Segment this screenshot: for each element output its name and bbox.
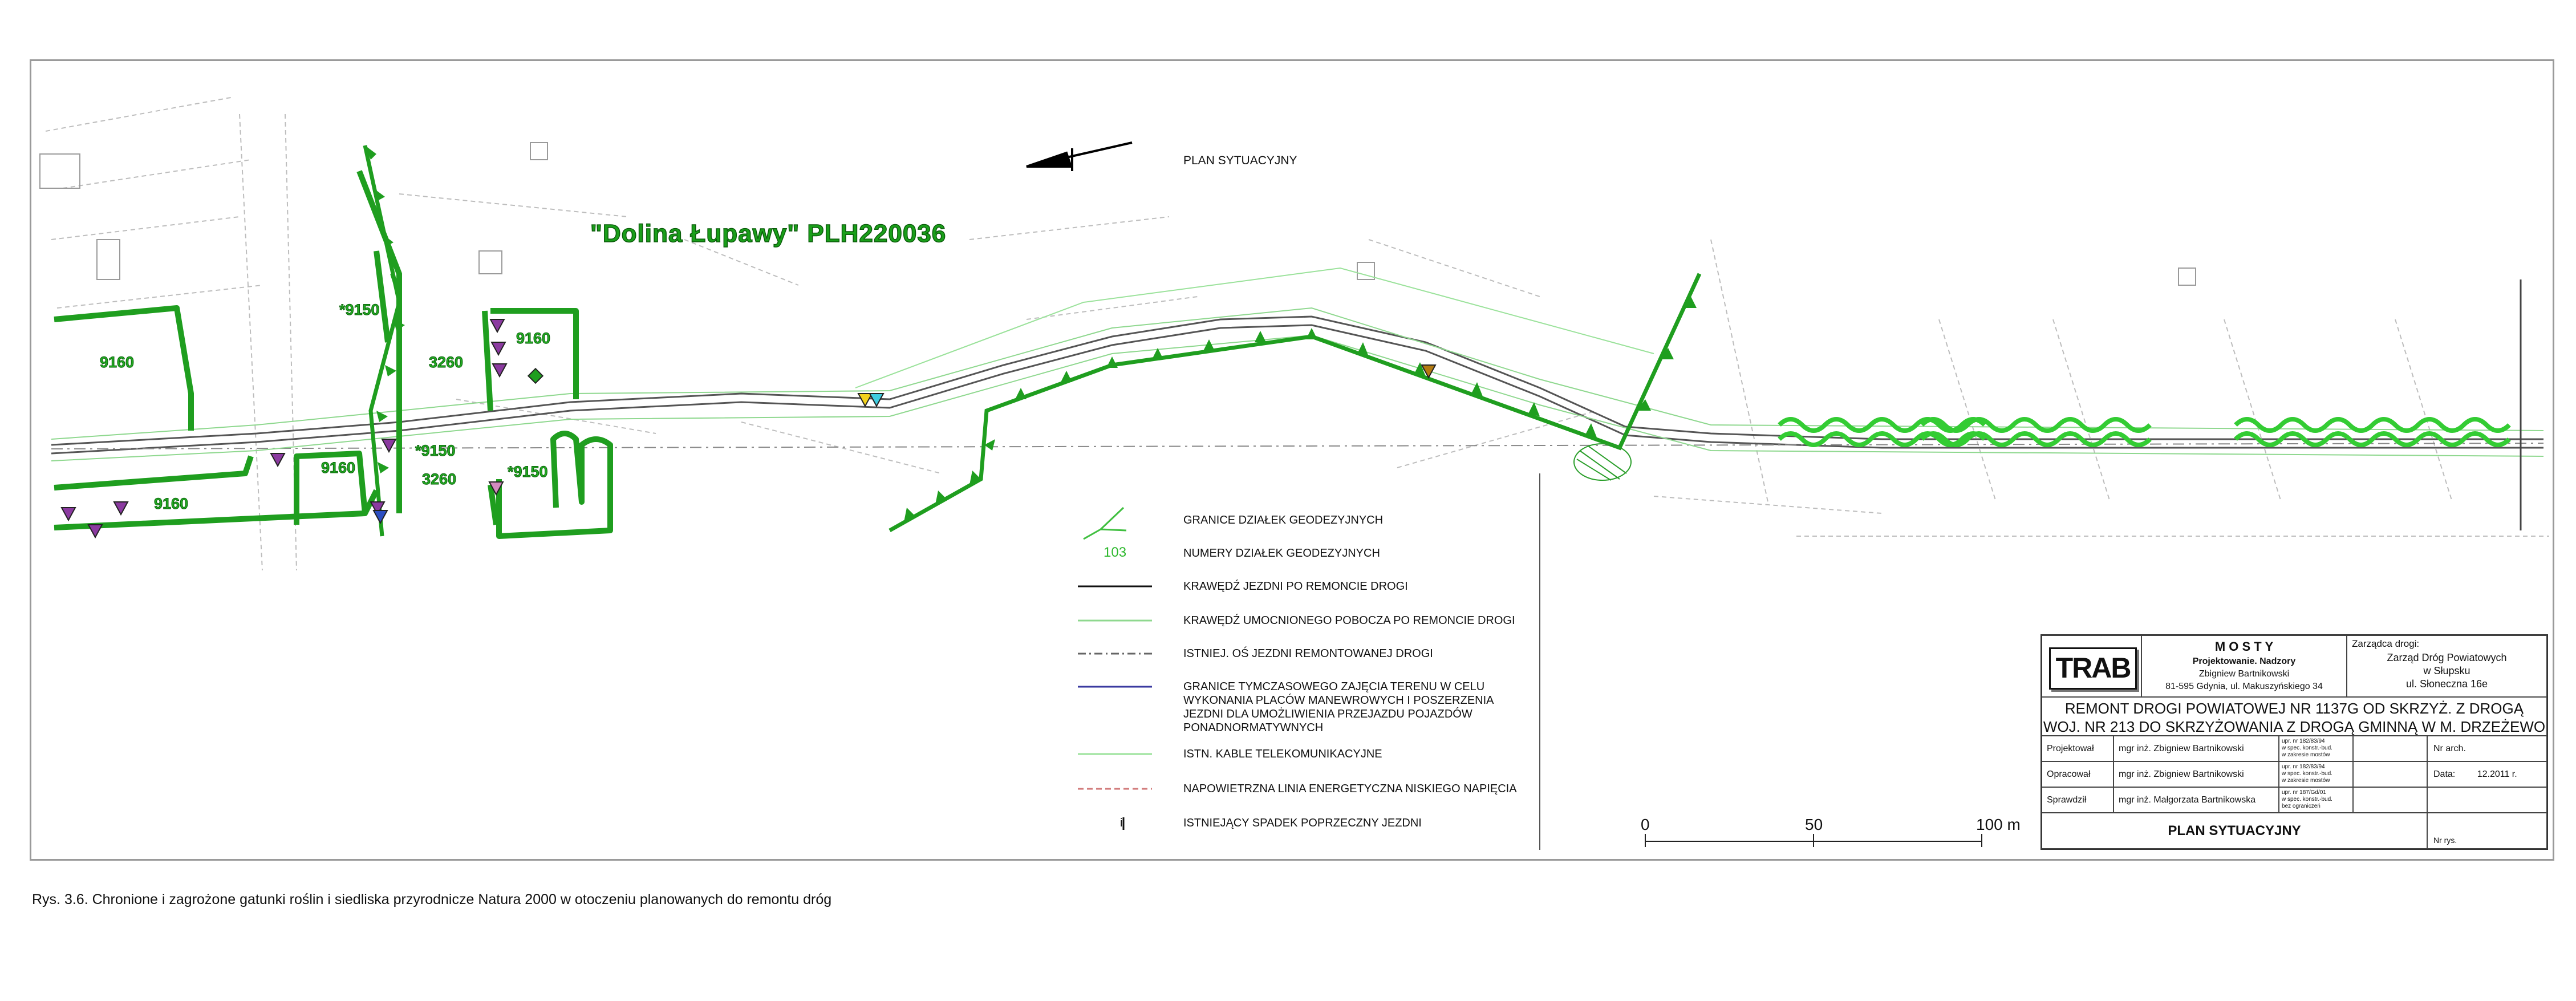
permit-spec: w spec. konstr.-bud. bbox=[2282, 745, 2332, 751]
firm-sub: Projektowanie. Nadzory bbox=[2192, 656, 2296, 666]
permit-spec: w spec. konstr.-bud. bbox=[2282, 796, 2332, 803]
permit-cell bbox=[2279, 787, 2353, 813]
scale-bar bbox=[1645, 834, 1982, 847]
scale-tick-50: 50 bbox=[1805, 816, 1823, 833]
drawing-title-cell bbox=[2042, 813, 2427, 849]
road-corridor bbox=[51, 268, 2543, 461]
role-cell bbox=[2042, 787, 2113, 813]
survey-background bbox=[46, 97, 2549, 570]
role-cell bbox=[2042, 736, 2113, 761]
habitat-code-label: *9150 bbox=[415, 442, 456, 459]
legend-label-cross-slope: ISTNIEJĄCY SPADEK POPRZECZNY JEZDNI bbox=[1183, 817, 1422, 829]
manager-label: Zarządca drogi: bbox=[2352, 638, 2420, 649]
firm-person: Zbigniew Bartnikowski bbox=[2198, 669, 2290, 679]
staff-name: mgr inż. Zbigniew Bartnikowski bbox=[2119, 769, 2244, 779]
project-title-line-1: REMONT DROGI POWIATOWEJ NR 1137G OD SKRZYŻ. Z DROGĄ bbox=[2064, 700, 2524, 717]
staff-name: mgr inż. Zbigniew Bartnikowski bbox=[2119, 744, 2244, 753]
manager-street: ul. Słoneczna 16e bbox=[2405, 678, 2488, 690]
permit-number: upr. nr 182/83/94 bbox=[2282, 738, 2325, 744]
date-cell bbox=[2427, 761, 2547, 787]
permit-scope: w zakresie mostów bbox=[2282, 777, 2330, 784]
firm-cell bbox=[2141, 635, 2347, 697]
role-label: Sprawdził bbox=[2047, 795, 2087, 805]
habitat-code-label: 9160 bbox=[321, 459, 356, 476]
name-cell bbox=[2113, 787, 2279, 813]
legend-label-power-line: NAPOWIETRZNA LINIA ENERGETYCZNA NISKIEGO NAPIĘCIA bbox=[1183, 783, 1517, 795]
date-label: Data: bbox=[2433, 769, 2456, 779]
nr-arch-label: Nr arch. bbox=[2433, 744, 2466, 753]
signature-cell bbox=[2353, 736, 2427, 761]
plan-heading: PLAN SYTUACYJNY bbox=[1183, 154, 1297, 167]
signature-cell bbox=[2353, 761, 2427, 787]
scale-tick-0: 0 bbox=[1641, 816, 1650, 833]
permit-scope: bez ograniczeń bbox=[2282, 803, 2321, 809]
natura-teeth bbox=[365, 145, 1697, 522]
permit-number: upr. nr 187/Gd/01 bbox=[2282, 789, 2326, 796]
wavy-habitat bbox=[1779, 419, 2509, 445]
nr-rys-label: Nr rys. bbox=[2433, 836, 2457, 845]
permit-spec: w spec. konstr.-bud. bbox=[2282, 771, 2332, 777]
natura-site-label: "Dolina Łupawy" PLH220036 bbox=[590, 220, 947, 248]
permit-cell bbox=[2279, 736, 2353, 761]
legend-parcel-number-sample: 103 bbox=[1104, 545, 1127, 560]
firm-name: M O S T Y bbox=[2214, 639, 2274, 654]
habitat-code-label: 9160 bbox=[154, 495, 189, 512]
legend-label-shoulder-edge: KRAWĘDŹ UMOCNIONEGO POBOCZA PO REMONCIE DROGI bbox=[1183, 614, 1515, 627]
trab-logo: TRAB bbox=[2049, 647, 2137, 690]
legend-label-telecom-cables: ISTN. KABLE TELEKOMUNIKACYJNE bbox=[1183, 748, 1382, 760]
habitat-code-label: 3260 bbox=[422, 471, 457, 488]
drawing-title: PLAN SYTUACYJNY bbox=[2168, 823, 2301, 838]
legend-label-parcel-numbers: NUMERY DZIAŁEK GEODEZYJNYCH bbox=[1183, 547, 1380, 560]
project-title-cell bbox=[2042, 697, 2547, 736]
blank-cell bbox=[2427, 787, 2547, 813]
permit-cell bbox=[2279, 761, 2353, 787]
role-cell bbox=[2042, 761, 2113, 787]
natura-boundary bbox=[365, 145, 1699, 536]
role-label: Projektował bbox=[2047, 744, 2094, 753]
legend-slope-sample: i bbox=[1120, 817, 1123, 829]
legend-label-road-axis: ISTNIEJ. OŚ JEZDNI REMONTOWANEJ DROGI bbox=[1183, 647, 1433, 660]
manager-name: Zarząd Dróg Powiatowych bbox=[2387, 652, 2507, 663]
date-value: 12.2011 r. bbox=[2477, 769, 2517, 779]
nr-arch-cell bbox=[2427, 736, 2547, 761]
habitat-code-label: 3260 bbox=[429, 354, 464, 371]
scale-tick-100: 100 m bbox=[1976, 816, 2021, 833]
manager-cell bbox=[2347, 635, 2547, 697]
habitat-code-label: 9160 bbox=[100, 354, 135, 371]
firm-address: 81-595 Gdynia, ul. Makuszyńskiego 34 bbox=[2165, 682, 2323, 691]
title-block bbox=[2040, 634, 2548, 850]
habitat-code-label: *9150 bbox=[339, 301, 380, 318]
species-markers bbox=[62, 319, 1435, 537]
north-arrow bbox=[1027, 143, 1132, 171]
habitat-polygons bbox=[54, 171, 610, 536]
building-outlines bbox=[40, 143, 2196, 285]
logo-cell bbox=[2042, 635, 2141, 697]
figure-caption: Rys. 3.6. Chronione i zagrożone gatunki roślin i siedliska przyrodnicze Natura 2000 w otoczeniu planowanych do remontu dróg bbox=[32, 891, 832, 907]
name-cell bbox=[2113, 761, 2279, 787]
habitat-code-label: 9160 bbox=[516, 330, 551, 347]
nr-rys-cell bbox=[2427, 813, 2547, 849]
signature-cell bbox=[2353, 787, 2427, 813]
name-cell bbox=[2113, 736, 2279, 761]
legend-label-temporary-occupation: GRANICE TYMCZASOWEGO ZAJĘCIA TERENU W CELU WYKONANIA PLACÓW MANEWROWYCH I POSZERZENIA JEZDNI DLA UMOŻLIWIENIA PRZEJAZDU POJAZDÓW PONADNORMATYWNYCH bbox=[1183, 680, 1494, 734]
legend-label-road-edge: KRAWĘDŹ JEZDNI PO REMONCIE DROGI bbox=[1183, 580, 1408, 593]
hatched-area bbox=[1574, 444, 1631, 480]
permit-scope: w zakresie mostów bbox=[2282, 752, 2330, 758]
role-label: Opracował bbox=[2047, 769, 2091, 779]
permit-number: upr. nr 182/83/94 bbox=[2282, 764, 2325, 770]
staff-name: mgr inż. Małgorzata Bartnikowska bbox=[2119, 795, 2256, 805]
legend-label-parcel-boundaries: GRANICE DZIAŁEK GEODEZYJNYCH bbox=[1183, 514, 1384, 526]
habitat-code-label: *9150 bbox=[508, 463, 548, 480]
manager-city: w Słupsku bbox=[2423, 665, 2470, 676]
project-title-line-2: WOJ. NR 213 DO SKRZYŻOWANIA Z DROGĄ GMINNĄ W M. DRZEŻEWO bbox=[2043, 718, 2546, 735]
